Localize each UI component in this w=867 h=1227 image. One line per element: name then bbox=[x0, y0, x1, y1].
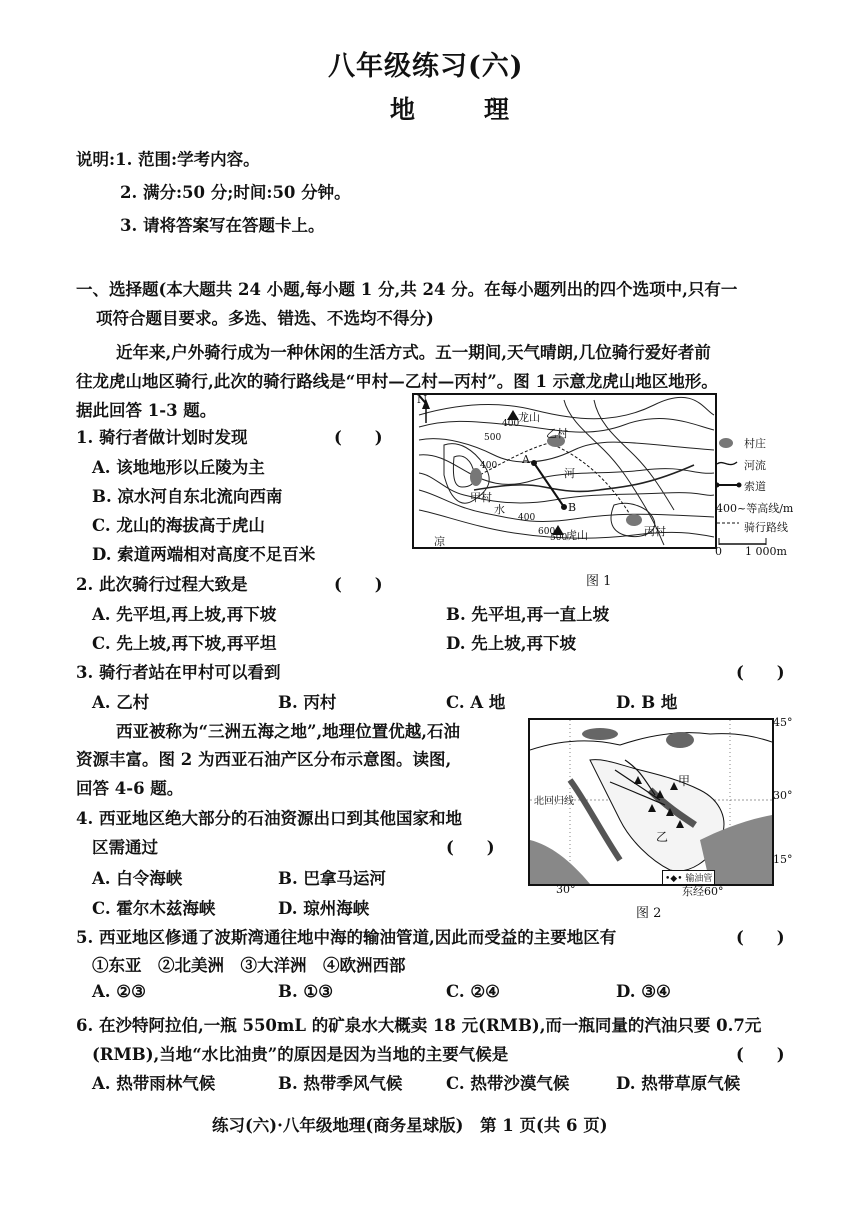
q5-choices: ①东亚 ②北美洲 ③大洋洲 ④欧洲西部 bbox=[92, 956, 406, 975]
fig1-contour-600: 600 bbox=[538, 527, 556, 537]
figure-1-contour-map bbox=[412, 393, 717, 549]
page-title: 八年级练习(六) bbox=[328, 51, 524, 82]
fig1-label-shui: 水 bbox=[494, 503, 505, 516]
village-bingcun-marker bbox=[626, 514, 642, 526]
q6-option-c: C. 热带沙漠气候 bbox=[446, 1074, 570, 1093]
q1-option-d: D. 索道两端相对高度不足百米 bbox=[92, 545, 316, 564]
fig1-label-b: B bbox=[568, 501, 577, 514]
q4-option-d: D. 琼州海峡 bbox=[278, 899, 370, 918]
legend-river-label: 河流 bbox=[744, 459, 766, 472]
q5-option-b: B. ①③ bbox=[278, 982, 334, 1001]
q3-option-d: D. B 地 bbox=[616, 693, 678, 712]
fig1-label-liang: 凉 bbox=[434, 535, 445, 548]
q4-option-c: C. 霍尔木兹海峡 bbox=[92, 899, 216, 918]
scale-distance-label: 1 000m bbox=[745, 545, 787, 558]
fig2-lat-15: 15° bbox=[773, 853, 793, 866]
section-heading-line2: 项符合题目要求。多选、错选、不选均不得分) bbox=[96, 309, 434, 328]
legend-contour-label: 400~等高线/m bbox=[716, 502, 794, 515]
pipe-legend-icon: •◆• bbox=[665, 874, 683, 884]
q2-option-c: C. 先上坡,再下坡,再平坦 bbox=[92, 634, 277, 653]
fig1-contour-500: 500 bbox=[484, 433, 502, 443]
q2-stem: 2. 此次骑行过程大致是 bbox=[76, 575, 248, 594]
note-3: 3. 请将答案写在答题卡上。 bbox=[120, 216, 325, 235]
q4-option-a: A. 白令海峡 bbox=[92, 869, 183, 888]
figure-2-caption: 图 2 bbox=[636, 906, 662, 921]
fig1-contour-500b: 500 bbox=[550, 533, 568, 543]
fig2-lat-45: 45° bbox=[773, 716, 793, 729]
q5-option-a: A. ②③ bbox=[92, 982, 146, 1001]
fig1-contour-400b: 400 bbox=[480, 461, 498, 471]
fig2-lon-30: 30° bbox=[556, 883, 576, 896]
pipe-legend-label: 输油管 bbox=[685, 874, 713, 884]
q5-stem: 5. 西亚地区修通了波斯湾通往地中海的输油管道,因此而受益的主要地区有 bbox=[76, 928, 617, 947]
legend-route-label: 骑行路线 bbox=[744, 521, 788, 534]
subject-title: 地 理 bbox=[390, 95, 532, 124]
q6-option-a: A. 热带雨林气候 bbox=[92, 1074, 216, 1093]
fig2-label-tropic: 北回归线 bbox=[534, 796, 574, 807]
q3-option-c: C. A 地 bbox=[446, 693, 506, 712]
legend-cable-label: 索道 bbox=[744, 480, 766, 493]
q6-answer-paren: ( ) bbox=[736, 1045, 785, 1064]
fig1-contour-400: 400 bbox=[502, 419, 520, 429]
q1-option-c: C. 龙山的海拔高于虎山 bbox=[92, 516, 265, 535]
fig1-label-longshan: 龙山 bbox=[518, 411, 540, 424]
fig1-label-hushan: 虎山 bbox=[566, 529, 588, 542]
q4-answer-paren: ( ) bbox=[446, 838, 495, 857]
q3-option-a: A. 乙村 bbox=[92, 693, 150, 712]
legend-village-icon bbox=[719, 438, 733, 448]
q6-option-d: D. 热带草原气候 bbox=[616, 1074, 741, 1093]
fig1-label-bingcun: 丙村 bbox=[644, 525, 666, 538]
q3-answer-paren: ( ) bbox=[736, 663, 785, 682]
intro2-line3: 回答 4-6 题。 bbox=[76, 779, 184, 798]
legend-village-label: 村庄 bbox=[744, 437, 766, 450]
fig1-label-he: 河 bbox=[564, 467, 575, 480]
q1-stem: 1. 骑行者做计划时发现 bbox=[76, 428, 248, 447]
intro1-line3: 据此回答 1-3 题。 bbox=[76, 401, 217, 420]
q5-answer-paren: ( ) bbox=[736, 928, 785, 947]
q1-answer-paren: ( ) bbox=[334, 428, 383, 447]
q6-stem-line1: 6. 在沙特阿拉伯,一瓶 550mL 的矿泉水大概卖 18 元(RMB),而一瓶同量的汽油只要 0.7元 bbox=[76, 1016, 762, 1035]
intro1-line2: 往龙虎山地区骑行,此次的骑行路线是“甲村—乙村—丙村”。图 1 示意龙虎山地区地形。 bbox=[76, 372, 718, 391]
q5-option-c: C. ②④ bbox=[446, 982, 500, 1001]
fig2-label-yi: 乙 bbox=[656, 830, 669, 844]
note-2: 2. 满分:50 分;时间:50 分钟。 bbox=[120, 183, 351, 202]
q6-option-b: B. 热带季风气候 bbox=[278, 1074, 403, 1093]
intro1-line1: 近年来,户外骑行成为一种休闲的生活方式。五一期间,天气晴朗,几位骑行爱好者前 bbox=[116, 343, 711, 362]
q1-option-b: B. 凉水河自东北流向西南 bbox=[92, 487, 283, 506]
q2-option-b: B. 先平坦,再一直上坡 bbox=[446, 605, 610, 624]
q1-option-a: A. 该地地形以丘陵为主 bbox=[92, 458, 265, 477]
q3-option-b: B. 丙村 bbox=[278, 693, 337, 712]
q6-stem-line2: (RMB),当地“水比油贵”的原因是因为当地的主要气候是 bbox=[92, 1045, 509, 1064]
intro2-line1: 西亚被称为“三洲五海之地”,地理位置优越,石油 bbox=[116, 722, 460, 741]
scale-zero-label: 0 bbox=[715, 545, 722, 558]
q3-stem: 3. 骑行者站在甲村可以看到 bbox=[76, 663, 281, 682]
fig1-label-a: A bbox=[522, 453, 530, 466]
fig2-label-jia: 甲 bbox=[678, 774, 691, 788]
note-1: 说明:1. 范围:学考内容。 bbox=[76, 150, 260, 169]
q4-option-b: B. 巴拿马运河 bbox=[278, 869, 386, 888]
q2-option-d: D. 先上坡,再下坡 bbox=[446, 634, 576, 653]
q4-stem-line1: 4. 西亚地区绝大部分的石油资源出口到其他国家和地 bbox=[76, 809, 462, 828]
figure-2-oil-map bbox=[528, 718, 774, 886]
page-footer: 练习(六)·八年级地理(商务星球版) 第 1 页(共 6 页) bbox=[212, 1116, 608, 1135]
fig1-label-jiacun: 甲村 bbox=[470, 491, 492, 504]
section-heading-line1: 一、选择题(本大题共 24 小题,每小题 1 分,共 24 分。在每小题列出的四个选项中,只有一 bbox=[76, 280, 738, 299]
legend-river-icon bbox=[717, 462, 737, 465]
fig2-lat-30: 30° bbox=[773, 789, 793, 802]
q2-answer-paren: ( ) bbox=[334, 575, 383, 594]
q5-option-d: D. ③④ bbox=[616, 982, 671, 1001]
intro2-line2: 资源丰富。图 2 为西亚石油产区分布示意图。读图, bbox=[76, 750, 452, 769]
q2-option-a: A. 先平坦,再上坡,再下坡 bbox=[92, 605, 277, 624]
fig2-lon-60: 东经60° bbox=[682, 885, 724, 898]
q4-stem-line2: 区需通过 bbox=[92, 838, 158, 857]
fig1-label-yicun: 乙村 bbox=[546, 427, 568, 440]
fig1-contour-400c: 400 bbox=[518, 513, 536, 523]
fig1-north-label: N bbox=[417, 393, 428, 406]
figure-1-caption: 图 1 bbox=[586, 574, 612, 589]
